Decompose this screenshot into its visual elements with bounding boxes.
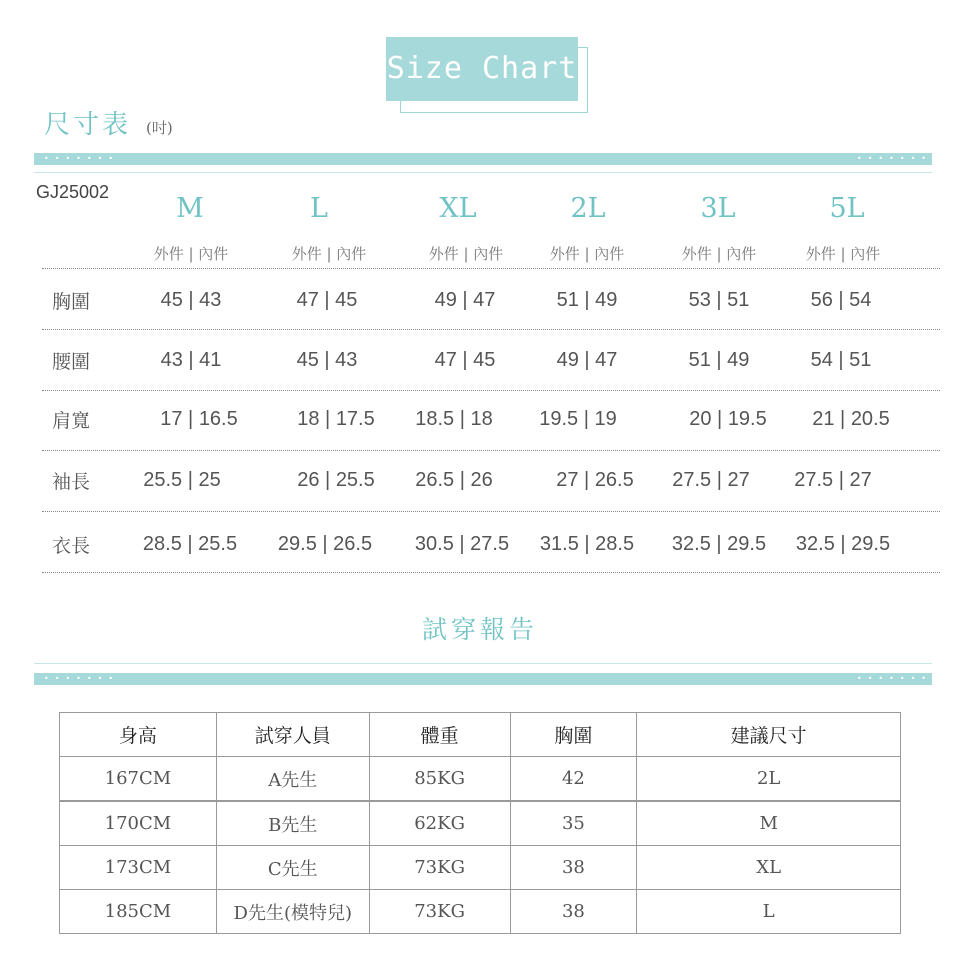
band-overline [34,663,932,664]
table-cell: 32.5 | 29.5 [795,533,891,555]
row-label-shoulder: 肩寬 [52,410,91,432]
table-cell: D先生(模特兒) [216,890,369,934]
row-label-chest: 胸圍 [52,291,91,313]
header-suggested-size: 建議尺寸 [637,713,901,757]
table-cell: 21 | 20.5 [812,408,890,430]
table-cell: 30.5 | 27.5 [414,533,510,555]
table-cell: 62KG [369,801,510,846]
table-cell: 18 | 17.5 [297,408,375,430]
table-cell: XL [637,846,901,890]
table-cell: C先生 [216,846,369,890]
table-cell: 85KG [369,757,510,802]
sub-header: 外件 | 內件 [805,245,881,263]
table-cell: 49 | 47 [434,289,496,311]
band-underline [34,172,932,173]
header-height: 身高 [60,713,217,757]
row-divider [42,511,940,512]
row-divider [42,572,940,573]
row-divider [42,268,940,269]
table-cell: 31.5 | 28.5 [539,533,635,555]
table-cell: 47 | 45 [296,289,358,311]
table-cell: 25.5 | 25 [143,469,221,491]
sub-header: 外件 | 內件 [681,245,757,263]
table-cell: 173CM [60,846,217,890]
table-cell: 26 | 25.5 [297,469,375,491]
table-cell: 170CM [60,801,217,846]
table-cell: 35 [510,801,637,846]
table-cell: B先生 [216,801,369,846]
table-row [60,846,901,890]
fitting-report-table [59,712,901,934]
table-cell: 27 | 26.5 [556,469,634,491]
table-cell: 45 | 43 [160,289,222,311]
table-cell: 42 [510,757,637,802]
table-cell: A先生 [216,757,369,802]
size-header-l: L [310,193,328,224]
top-band [34,153,932,165]
table-row [60,801,901,846]
row-divider [42,390,940,391]
size-header-5l: 5L [829,193,865,224]
table-cell: 2L [637,757,901,802]
table-cell: 51 | 49 [688,349,750,371]
unit-label: (吋) [146,119,173,137]
sub-header: 外件 | 內件 [153,245,229,263]
table-cell: 26.5 | 26 [415,469,493,491]
table-row [60,890,901,934]
sub-header: 外件 | 內件 [549,245,625,263]
size-chart-badge: Size Chart [386,37,578,101]
band-dots-left: ••••••• [44,154,120,163]
table-cell: 185CM [60,890,217,934]
row-divider [42,450,940,451]
header-chest: 胸圍 [510,713,637,757]
row-label-waist: 腰圍 [52,351,91,373]
table-cell: 56 | 54 [810,289,872,311]
table-cell: L [637,890,901,934]
table-cell: 51 | 49 [556,289,618,311]
fitting-report-title: 試穿報告 [421,615,538,644]
table-cell: 167CM [60,757,217,802]
bottom-band [34,673,932,685]
band-dots-left: ••••••• [44,674,120,683]
table-cell: 27.5 | 27 [794,469,872,491]
table-cell: 53 | 51 [688,289,750,311]
header-weight: 體重 [369,713,510,757]
table-cell: 29.5 | 26.5 [277,533,373,555]
size-header-xl: XL [439,193,477,224]
table-cell: 49 | 47 [556,349,618,371]
table-cell: 28.5 | 25.5 [142,533,238,555]
table-cell: 32.5 | 29.5 [671,533,767,555]
band-dots-right: ••••••• [856,674,932,683]
table-cell: 47 | 45 [434,349,496,371]
table-row [60,757,901,802]
table-cell: 19.5 | 19 [539,408,617,430]
table-cell: 73KG [369,846,510,890]
size-header-3l: 3L [700,193,736,224]
sub-header: 外件 | 內件 [291,245,367,263]
size-header-m: M [176,193,204,224]
table-cell: 38 [510,846,637,890]
table-header-row [60,713,901,757]
table-cell: 43 | 41 [160,349,222,371]
table-cell: 54 | 51 [810,349,872,371]
table-cell: 18.5 | 18 [415,408,493,430]
page-title: 尺寸表 [44,110,132,140]
table-cell: 17 | 16.5 [160,408,238,430]
product-code: GJ25002 [36,182,110,202]
table-cell: 20 | 19.5 [689,408,767,430]
table-cell: M [637,801,901,846]
band-dots-right: ••••••• [856,154,932,163]
table-cell: 38 [510,890,637,934]
header-tester: 試穿人員 [216,713,369,757]
row-label-sleeve: 袖長 [52,471,91,493]
table-cell: 27.5 | 27 [672,469,750,491]
row-label-length: 衣長 [52,535,91,557]
table-cell: 45 | 43 [296,349,358,371]
row-divider [42,329,940,330]
sub-header: 外件 | 內件 [428,245,504,263]
table-cell: 73KG [369,890,510,934]
size-header-2l: 2L [570,193,606,224]
